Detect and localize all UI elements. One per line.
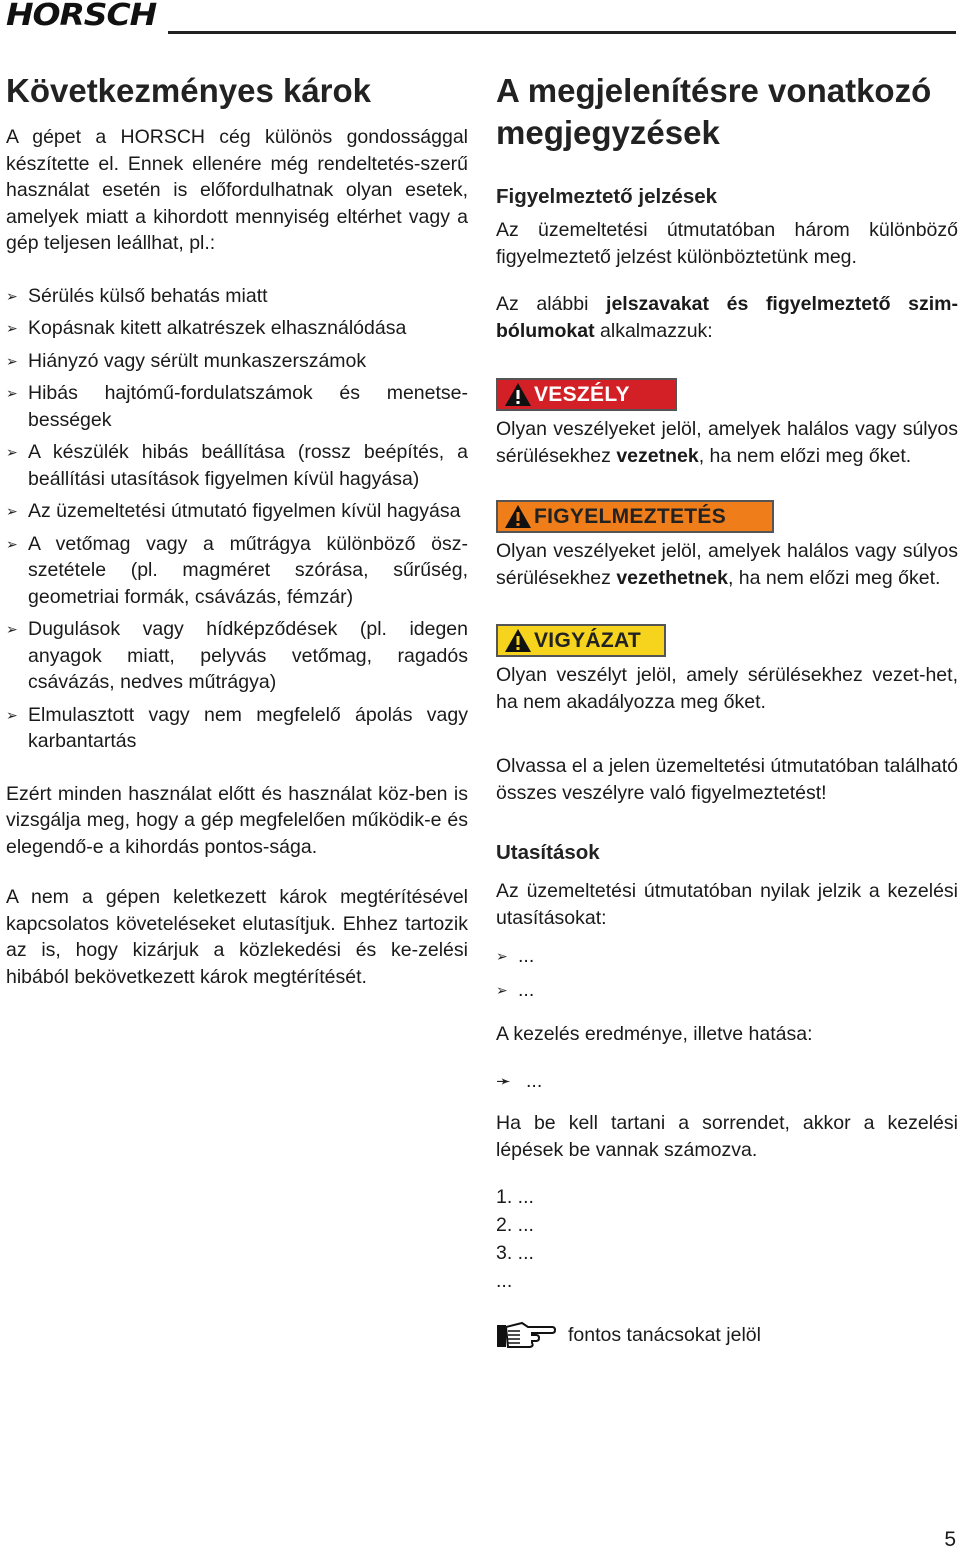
- thin-arrow-icon: ➛: [496, 1070, 512, 1091]
- list-item: 1. ...: [496, 1186, 534, 1208]
- list-item: ➢ A készülék hibás beállítása (rossz beépítés, a beállítási utasítások figyelmen kívül hagyása): [6, 441, 468, 490]
- result-list: [496, 1068, 958, 1095]
- warning-triangle-icon: [504, 504, 532, 529]
- read-all-warnings-note: Olvassa el a jelen üzemeltetési útmutatóban található összes veszélyre való figyelmeztetést!: [496, 755, 958, 804]
- list-item: 3. ...: [496, 1242, 534, 1264]
- list-item: ➢ Dugulások vagy hídképződések (pl. idegen anyagok miatt, pelyvás vetőmag, ragadós csávázás, nedves műtrágya): [6, 618, 468, 693]
- section-title-display-notes: A megjelenítésre vonatkozó megjegyzések: [496, 72, 932, 151]
- left-column: [6, 68, 468, 990]
- list-item: ➛ ...: [496, 1068, 958, 1095]
- list-item: ➢ ...: [496, 977, 958, 1004]
- arrowhead-bullet-icon: ➢: [6, 444, 18, 460]
- arrowhead-bullet-icon: ➢: [6, 385, 18, 401]
- list-item: ➢ Kopásnak kitett alkatrészek elhasználódása: [6, 315, 468, 342]
- warning-signal-badge: FIGYELMEZTETÉS: [496, 500, 774, 533]
- instruction-list: [496, 943, 958, 1003]
- instructions-intro: Az üzemeltetési útmutatóban nyilak jelzik a kezelési utasításokat:: [496, 880, 958, 929]
- arrowhead-bullet-icon: ➢: [6, 621, 18, 637]
- warning-triangle-icon: [504, 382, 532, 407]
- section-title-consequential-damages: Következményes károk: [6, 72, 372, 109]
- damage-causes-list: [6, 283, 468, 755]
- danger-description: Olyan veszélyeket jelöl, amelyek halálos vagy súlyos sérülésekhez vezetnek, ha nem előzi meg őket.: [496, 418, 958, 467]
- arrowhead-bullet-icon: ➢: [6, 535, 18, 552]
- arrowhead-bullet-icon: ➢: [496, 981, 508, 998]
- result-intro: A kezelés eredménye, illetve hatása:: [496, 1023, 813, 1045]
- arrowhead-bullet-icon: ➢: [6, 352, 18, 369]
- warnings-intro: Az üzemeltetési útmutatóban három különböző figyelmeztető jelzést különböztetünk meg.: [496, 219, 958, 268]
- caution-signal-badge: VIGYÁZAT: [496, 624, 666, 657]
- right-column: [496, 68, 958, 1351]
- arrowhead-bullet-icon: ➢: [6, 320, 18, 336]
- warning-description: Olyan veszélyeket jelöl, amelyek halálos vagy súlyos sérülésekhez vezethetnek, ha nem előzi meg őket.: [496, 540, 958, 589]
- signal-words-intro: Az alábbi jelszavakat és figyelmeztető szim-bólumokat alkalmazzuk:: [496, 293, 959, 342]
- instructions-heading: Utasítások: [496, 841, 600, 864]
- arrowhead-bullet-icon: ➢: [6, 706, 18, 723]
- list-item: ➢ Hiányzó vagy sérült munkaszerszámok: [6, 348, 468, 375]
- arrowhead-bullet-icon: ➢: [6, 503, 18, 519]
- tip-legend-text: fontos tanácsokat jelöl: [568, 1323, 761, 1346]
- horsch-logo: HORSCH: [6, 0, 157, 33]
- header-rule: [168, 31, 956, 34]
- numbered-steps: [496, 1183, 958, 1295]
- list-item: ➢ ...: [496, 943, 958, 970]
- intro-paragraph: A gépet a HORSCH cég különös gondossággal készítette el. Ennek ellenére még rendeltetés-szerű használat esetén is előfordulhatnak olyan esetek, amelyek miatt a kihordott mennyiség eltérhet vagy a gép teljesen leállhat, pl.:: [6, 126, 468, 254]
- danger-signal-badge: VESZÉLY: [496, 378, 677, 411]
- warning-triangle-icon: [504, 628, 532, 653]
- caution-description: Olyan veszélyt jelöl, amely sérülésekhez vezet-het, ha nem akadályozza meg őket.: [496, 664, 958, 713]
- tip-legend: [496, 1319, 958, 1351]
- pointing-hand-icon: [496, 1319, 556, 1351]
- list-item: ➢ Hibás hajtómű-fordulatszámok és menetse-bességek: [6, 382, 468, 431]
- page-header: [0, 0, 960, 40]
- list-item: ...: [496, 1270, 513, 1292]
- list-item: ➢ A vetőmag vagy a műtrágya különböző ösz-szetétele (pl. magméret szórása, sűrűség, geometriai formák, csávázás, fémzár): [6, 532, 468, 608]
- arrowhead-bullet-icon: ➢: [6, 287, 18, 304]
- arrowhead-bullet-icon: ➢: [496, 948, 508, 964]
- liability-paragraph: A nem a gépen keletkezett károk megtérítésével kapcsolatos követeléseket elutasítjuk. Ehhez tartozik az is, hogy kizárjuk a közlekedési és ke-zelési hibából bekövetkezett károk megtérítését.: [6, 886, 468, 988]
- warnings-heading: Figyelmeztető jelzések: [496, 185, 718, 208]
- page-number: 5: [944, 1528, 956, 1551]
- ordering-note: Ha be kell tartani a sorrendet, akkor a kezelési lépések be vannak számozva.: [496, 1112, 958, 1161]
- list-item: ➢ Az üzemeltetési útmutató figyelmen kívül hagyása: [6, 498, 468, 525]
- inspection-paragraph: Ezért minden használat előtt és használat köz-ben is vizsgálja meg, hogy a gép megfelelően működik-e és elegendő-e a kihordás pontos-sága.: [6, 782, 468, 858]
- list-item: ➢ Sérülés külső behatás miatt: [6, 283, 468, 310]
- list-item: 2. ...: [496, 1214, 534, 1236]
- list-item: ➢ Elmulasztott vagy nem megfelelő ápolás vagy karbantartás: [6, 703, 468, 752]
